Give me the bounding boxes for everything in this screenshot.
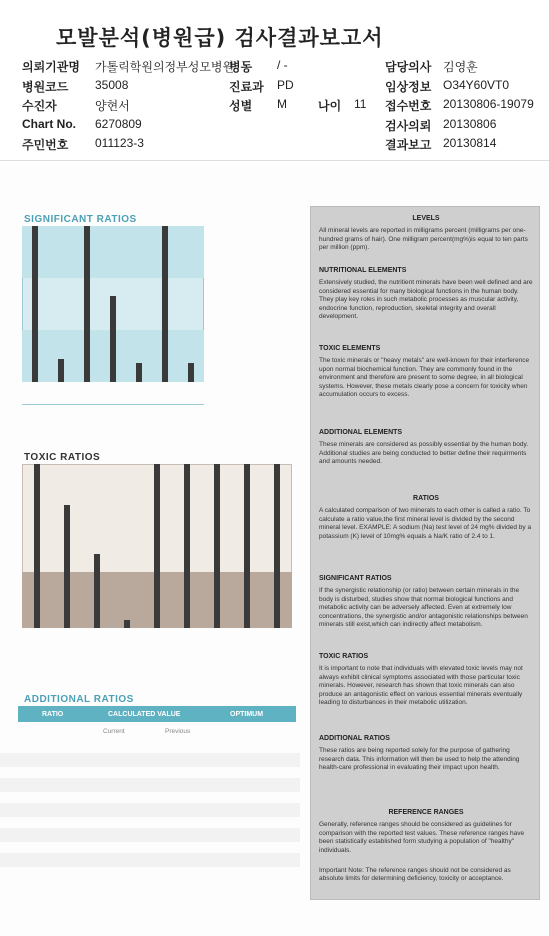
header-value: 011123-3	[95, 136, 144, 150]
legend-block	[319, 809, 533, 855]
data-bar	[58, 359, 64, 382]
legend-body: It is important to note that individuals with elevated toxic levels may not always exhibit clinical symptoms associated with those particular toxic minerals. However, research has shown that toxic minerals can also produce an antagonistic effect on various essential minerals eventually leading to disturbances in their metabolic utilization.	[319, 665, 523, 707]
header-label: 주민번호	[22, 138, 69, 152]
header-value: 20130814	[443, 136, 497, 150]
header-label: 의뢰기관명	[22, 60, 80, 74]
header-value: O34Y60VT0	[443, 78, 510, 92]
age-value: 11	[354, 97, 367, 111]
header-value: 35008	[95, 78, 129, 92]
header-value: 20130806-19079	[443, 97, 534, 111]
col-previous: Previous	[165, 728, 191, 735]
header-value: PD	[277, 78, 294, 92]
legend-body: All mineral levels are reported in milligrams percent (milligrams per one-hundred grams of hair). One milligram percent(mg%)is equal to ten parts per million (ppm).	[319, 227, 528, 252]
legend-block	[319, 345, 533, 399]
col-current: Current	[103, 728, 125, 735]
data-bar	[110, 296, 116, 382]
legend-heading: NUTRITIONAL ELEMENTS	[319, 267, 407, 274]
header-divider	[0, 160, 549, 161]
legend-heading: ADDITIONAL ELEMENTS	[319, 429, 403, 436]
legend-body: Extensively studied, the nutritient minerals have been well defined and are considered essential for many biological functions in the human body. They play key roles in such metabolic processes as muscular activity, endocrine function, reproduction, skeletal integrity and overall development.	[319, 279, 533, 321]
header-label: 병원코드	[22, 80, 69, 94]
legend-block	[319, 495, 533, 541]
col-ratio: RATIO	[42, 711, 64, 718]
data-bar	[188, 363, 194, 382]
legend-heading: TOXIC RATIOS	[319, 653, 369, 660]
data-bar	[64, 505, 70, 628]
report-header	[0, 56, 549, 160]
header-label: 성별	[229, 99, 253, 113]
data-bar	[124, 620, 130, 628]
legend-heading: SIGNIFICANT RATIOS	[319, 575, 392, 582]
legend-body: These minerals are considered as possibly essential by the human body. Additional studies are being conducted to better define their requirments and amounts needed.	[319, 441, 529, 466]
legend-block	[319, 575, 533, 629]
legend-block	[319, 653, 533, 707]
header-label: 진료과	[229, 80, 264, 94]
header-label: Chart No.	[22, 117, 76, 131]
data-bar	[162, 226, 168, 382]
legend-body: If the synergistic relationship (or ratio) between certain minerals in the body is disturbed, studies show that normal biological functions and metabolic activity can be adversely affected. Even at extremely low concentrations, the synergistic and/or antagonistic relationships between minerals still exist,which can indirectly affect metabolism.	[319, 587, 528, 629]
data-bar	[274, 464, 280, 628]
header-label: 수진자	[22, 99, 57, 113]
header-value: / -	[277, 58, 288, 72]
data-bar	[154, 464, 160, 628]
legend-block	[319, 215, 533, 253]
data-bar	[136, 363, 142, 382]
toxic-ratios-chart	[0, 464, 300, 670]
age-label: 나이	[318, 99, 342, 113]
col-calculated: CALCULATED VALUE	[108, 711, 181, 718]
significant-ratios-chart	[0, 226, 212, 426]
header-label: 검사의뢰	[385, 119, 432, 133]
header-label: 결과보고	[385, 138, 432, 152]
header-label: 접수번호	[385, 99, 432, 113]
header-label: 임상정보	[385, 80, 432, 94]
legend-block	[319, 267, 533, 321]
data-bar	[84, 226, 90, 382]
header-value: 20130806	[443, 117, 497, 131]
significant-ratios-title: SIGNIFICANT RATIOS	[24, 214, 137, 225]
header-label: 병동	[229, 60, 253, 74]
legend-body: The toxic minerals or "heavy metals" are well-known for their interference upon normal biochemical function. They are commonly found in the environment and therefore are present to some degree, in all biological systems. However, these metals clearly pose a concern for toxicity when accumulation occurs to excess.	[319, 357, 530, 399]
legend-heading: TOXIC ELEMENTS	[319, 345, 381, 352]
zone-band	[22, 226, 204, 278]
data-bar	[184, 464, 190, 628]
report-title: 모발분석(병원급) 검사결과보고서	[56, 26, 384, 50]
legend-heading: REFERENCE RANGES	[388, 809, 464, 816]
additional-ratios-header	[18, 706, 296, 722]
legend-block	[319, 867, 533, 884]
legend-heading: ADDITIONAL RATIOS	[319, 735, 390, 742]
header-value: 가톨릭학원의정부성모병원	[95, 60, 235, 74]
header-value: M	[277, 97, 287, 111]
legend-body: A calculated comparison of two minerals to each other is called a ratio. To calculate a ratio value,the first mineral level is divided by the second mineral level. EXAMPLE: A sodium (Na) test level of 24 mg% divided by a potassium (K) level of 10mg% equals a Na/K ratio of 2.4 to 1.	[319, 507, 532, 540]
legend-body: Generally, reference ranges should be considered as guidelines for comparison with the reported test values. These reference ranges have been statistically established form studying a population of "healthy" individuals.	[319, 821, 525, 854]
legend-panel	[310, 206, 540, 900]
header-value: 6270809	[95, 117, 142, 131]
values-row-line	[22, 404, 204, 405]
legend-block	[319, 735, 533, 773]
data-bar	[94, 554, 100, 628]
data-bar	[214, 464, 220, 628]
col-optimum: OPTIMUM	[230, 711, 264, 718]
header-label: 담당의사	[385, 60, 432, 74]
table-row	[0, 865, 300, 879]
legend-block	[319, 429, 533, 467]
legend-body: These ratios are being reported solely for the purpose of gathering research data. This information will then be used to help the attending health-care professional in evaluating their impact upon health.	[319, 747, 520, 772]
data-bar	[34, 464, 40, 628]
header-value: 김영훈	[443, 60, 478, 74]
additional-ratios-title: ADDITIONAL RATIOS	[24, 694, 134, 705]
legend-heading: LEVELS	[412, 215, 440, 222]
data-bar	[32, 226, 38, 382]
legend-body: Important Note: The reference ranges should not be considered as absolute limits for determining deficiency, toxicity or acceptance.	[319, 867, 511, 883]
legend-heading: RATIOS	[413, 495, 439, 502]
data-bar	[244, 464, 250, 628]
header-value: 양현서	[95, 99, 130, 113]
toxic-ratios-title: TOXIC RATIOS	[24, 452, 101, 463]
